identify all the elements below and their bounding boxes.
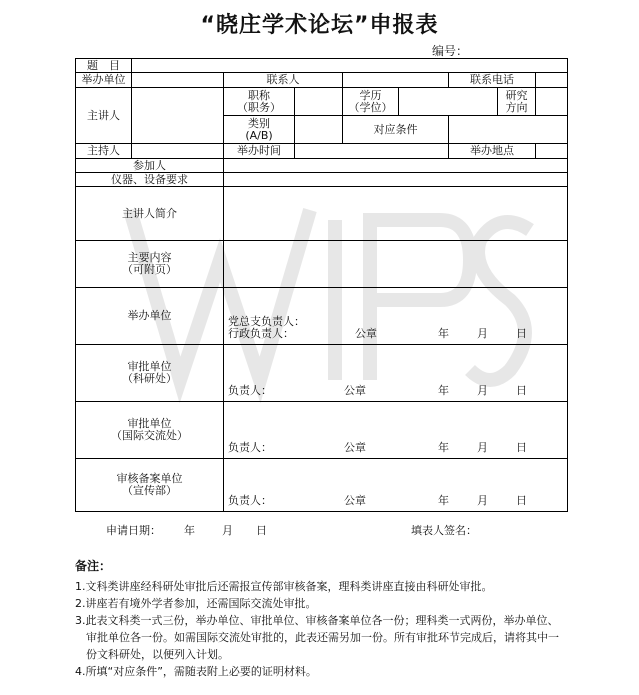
intl-office-label: 审批单位 （国际交流处） (76, 402, 224, 459)
date-line: 年 月 日 (438, 494, 527, 507)
seal-label: 公章 (344, 441, 367, 454)
title-rank-label: 职称 （职务） (224, 88, 295, 116)
serial-number-label: 编号： (432, 44, 469, 58)
contact-phone-field[interactable] (536, 73, 568, 88)
speaker-intro-field[interactable] (224, 187, 568, 241)
note-line: 4.所填“对应条件”，需随表附上必要的证明材料。 (75, 665, 317, 678)
speaker-field[interactable] (132, 88, 224, 144)
apply-date-label: 申请日期： (106, 524, 161, 537)
date-line: 年 月 日 (438, 384, 527, 397)
category-label: 类别 (A/B) (224, 116, 295, 144)
moderator-field[interactable] (132, 144, 224, 159)
participants-label: 参加人 (76, 159, 224, 173)
contact-field[interactable] (343, 73, 449, 88)
note-line: 份文科研处，以便列入计划。 (75, 648, 229, 661)
note-line: 审批单位各一份。如需国际交流处审批的，此表还需另加一份。所有审批环节完成后，请将其中一 (75, 631, 559, 644)
research-signature-line (228, 385, 567, 397)
seal-label: 公章 (344, 384, 367, 397)
note-line: 2.讲座若有境外学者参加，还需国际交流处审批。 (75, 597, 317, 610)
venue-label: 举办地点 (449, 144, 536, 159)
participants-field[interactable] (224, 159, 568, 173)
education-field[interactable] (399, 88, 498, 116)
speaker-label: 主讲人 (76, 88, 132, 144)
filler-signature-label: 填表人签名： (411, 524, 477, 537)
host-unit-approval-label: 举办单位 (76, 288, 224, 345)
education-label: 学历 （学位） (343, 88, 399, 116)
research-direction-field[interactable] (536, 88, 568, 116)
person-in-charge-label: 负责人： (228, 384, 272, 397)
research-office-label: 审批单位 （科研处） (76, 345, 224, 402)
research-direction-label: 研究 方向 (498, 88, 536, 116)
seal-label: 公章 (344, 494, 367, 507)
content-label: 主要内容 （可附页） (76, 241, 224, 288)
moderator-label: 主持人 (76, 144, 132, 159)
date-line: 年 月 日 (438, 441, 527, 454)
apply-month-label: 月 (222, 524, 233, 537)
intl-signature-line (228, 442, 567, 454)
host-unit-label: 举办单位 (76, 73, 132, 88)
notes-list (75, 578, 575, 680)
note-line: 3.此表文科类一式三份，举办单位、审批单位、审核备案单位各一份；理科类一式两份，举办单位、 (75, 614, 559, 627)
time-field[interactable] (295, 144, 449, 159)
application-form-table (75, 58, 568, 512)
publicity-dept-field[interactable] (224, 459, 568, 512)
party-secretary-label: 党总支负责人： (228, 315, 305, 328)
speaker-intro-label: 主讲人简介 (76, 187, 224, 241)
apply-day-label: 日 (256, 524, 267, 537)
seal-label: 公章 (355, 327, 378, 340)
equipment-label: 仪器、设备要求 (76, 173, 224, 187)
publicity-dept-label: 审核备案单位 （宣传部） (76, 459, 224, 512)
admin-signature-line (228, 328, 567, 340)
contact-label: 联系人 (224, 73, 343, 88)
form-title: “晓庄学术论坛”申报表 (200, 13, 439, 38)
time-label: 举办时间 (224, 144, 295, 159)
person-in-charge-label: 负责人： (228, 494, 272, 507)
content-field[interactable] (224, 241, 568, 288)
equipment-field[interactable] (224, 173, 568, 187)
host-unit-approval-field[interactable] (224, 288, 568, 345)
admin-head-label: 行政负责人： (228, 327, 294, 340)
date-line: 年 月 日 (438, 327, 527, 340)
research-office-field[interactable] (224, 345, 568, 402)
category-field[interactable] (295, 116, 343, 144)
publicity-signature-line (228, 495, 567, 507)
title-rank-field[interactable] (295, 88, 343, 116)
venue-field[interactable] (536, 144, 568, 159)
contact-phone-label: 联系电话 (449, 73, 536, 88)
note-line: 1.文科类讲座经科研处审批后还需报宣传部审核备案，理科类讲座直接由科研处审批。 (75, 580, 493, 593)
conditions-field[interactable] (449, 116, 568, 144)
topic-label: 题 目 (76, 59, 132, 73)
intl-office-field[interactable] (224, 402, 568, 459)
conditions-label: 对应条件 (343, 116, 449, 144)
apply-year-label: 年 (184, 524, 195, 537)
person-in-charge-label: 负责人： (228, 441, 272, 454)
topic-field[interactable] (132, 59, 568, 73)
host-unit-field[interactable] (132, 73, 224, 88)
notes-title: 备注： (75, 559, 112, 573)
